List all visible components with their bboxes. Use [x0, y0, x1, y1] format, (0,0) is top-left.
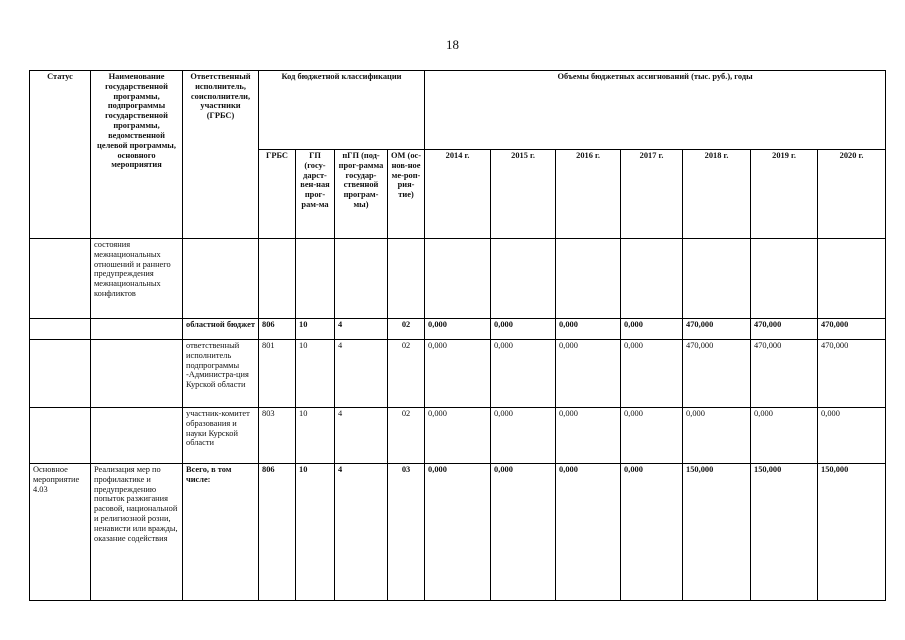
- cell-value: 470,000: [751, 340, 818, 408]
- col-header-om: ОМ (ос-нов-ное ме-роп-рия-тие): [388, 150, 425, 239]
- cell-value: 0,000: [621, 319, 683, 340]
- cell-value: 0,000: [425, 319, 491, 340]
- cell-value: 0,000: [425, 408, 491, 464]
- cell-responsible: [183, 239, 259, 319]
- table-row: [30, 319, 886, 340]
- col-header-status: Статус: [30, 71, 91, 239]
- col-header-code-group: Код бюджетной классификации: [259, 71, 425, 150]
- cell-value: 470,000: [751, 319, 818, 340]
- cell-value: [818, 239, 886, 319]
- cell-responsible: участник-комитет образования и науки Курской области: [183, 408, 259, 464]
- cell-name: Реализация мер по профилактике и предупреждению попыток разжигания расовой, национальной и религиозной розни, ненависти или вражды, оказание содействия: [91, 464, 183, 601]
- cell-om: 03: [388, 464, 425, 601]
- col-header-pgp: пГП (под-прог-рамма государ-ственной програм-мы): [335, 150, 388, 239]
- cell-status: [30, 319, 91, 340]
- cell-value: 0,000: [556, 408, 621, 464]
- cell-value: [621, 239, 683, 319]
- cell-om: 02: [388, 340, 425, 408]
- cell-responsible: ответственный исполнитель подпрограммы -Администра-ция Курской области: [183, 340, 259, 408]
- cell-pgp: 4: [335, 408, 388, 464]
- cell-gp: [296, 239, 335, 319]
- cell-value: 150,000: [751, 464, 818, 601]
- cell-value: 0,000: [621, 408, 683, 464]
- cell-pgp: 4: [335, 464, 388, 601]
- col-header-gp: ГП (госу-дарст-вен-ная прог-рам-ма: [296, 150, 335, 239]
- cell-gp: 10: [296, 319, 335, 340]
- col-header-volume-group: Объемы бюджетных ассигнований (тыс. руб.), годы: [425, 71, 886, 150]
- cell-value: [751, 239, 818, 319]
- cell-value: 0,000: [491, 464, 556, 601]
- cell-grbs: 806: [259, 319, 296, 340]
- col-header-year: 2017 г.: [621, 150, 683, 239]
- table-row: [30, 408, 886, 464]
- cell-value: 0,000: [491, 319, 556, 340]
- col-header-year: 2019 г.: [751, 150, 818, 239]
- cell-value: 470,000: [683, 340, 751, 408]
- cell-grbs: 801: [259, 340, 296, 408]
- cell-value: 0,000: [621, 464, 683, 601]
- cell-pgp: [335, 239, 388, 319]
- cell-value: 0,000: [556, 464, 621, 601]
- col-header-name: Наименование государственной программы, подпрограммы государственной программы, ведомственной целевой программы, основного мероприятия: [91, 71, 183, 239]
- col-header-year: 2018 г.: [683, 150, 751, 239]
- cell-value: 150,000: [818, 464, 886, 601]
- cell-responsible: Всего, в том числе:: [183, 464, 259, 601]
- table-row: [30, 464, 886, 601]
- col-header-grbs: ГРБС: [259, 150, 296, 239]
- cell-value: 470,000: [683, 319, 751, 340]
- cell-value: 0,000: [683, 408, 751, 464]
- cell-om: [388, 239, 425, 319]
- col-header-year: 2016 г.: [556, 150, 621, 239]
- cell-value: [556, 239, 621, 319]
- cell-value: 0,000: [425, 464, 491, 601]
- cell-om: 02: [388, 319, 425, 340]
- cell-value: 0,000: [491, 340, 556, 408]
- cell-name: [91, 408, 183, 464]
- cell-value: 0,000: [425, 340, 491, 408]
- cell-value: 0,000: [491, 408, 556, 464]
- cell-value: 0,000: [751, 408, 818, 464]
- cell-value: 0,000: [556, 340, 621, 408]
- cell-status: [30, 408, 91, 464]
- cell-grbs: [259, 239, 296, 319]
- cell-value: [491, 239, 556, 319]
- cell-status: Основное мероприятие 4.03: [30, 464, 91, 601]
- cell-gp: 10: [296, 464, 335, 601]
- cell-name: [91, 319, 183, 340]
- header-row-top: [30, 71, 886, 150]
- cell-om: 02: [388, 408, 425, 464]
- cell-value: 470,000: [818, 340, 886, 408]
- cell-responsible: областной бюджет: [183, 319, 259, 340]
- cell-status: [30, 340, 91, 408]
- cell-pgp: 4: [335, 340, 388, 408]
- cell-pgp: 4: [335, 319, 388, 340]
- cell-value: 0,000: [818, 408, 886, 464]
- cell-value: 150,000: [683, 464, 751, 601]
- cell-value: 470,000: [818, 319, 886, 340]
- col-header-year: 2020 г.: [818, 150, 886, 239]
- cell-name: состояния межнациональных отношений и раннего предупреждения межнациональных конфликтов: [91, 239, 183, 319]
- cell-value: [683, 239, 751, 319]
- page-number: 18: [446, 37, 459, 52]
- table-row: [30, 239, 886, 319]
- cell-grbs: 803: [259, 408, 296, 464]
- cell-value: 0,000: [556, 319, 621, 340]
- cell-grbs: 806: [259, 464, 296, 601]
- cell-name: [91, 340, 183, 408]
- cell-value: 0,000: [621, 340, 683, 408]
- col-header-responsible: Ответственный исполнитель, соисполнители, участники (ГРБС): [183, 71, 259, 239]
- budget-table: [29, 70, 886, 601]
- cell-value: [425, 239, 491, 319]
- cell-gp: 10: [296, 340, 335, 408]
- cell-status: [30, 239, 91, 319]
- cell-gp: 10: [296, 408, 335, 464]
- col-header-year: 2015 г.: [491, 150, 556, 239]
- table-row: [30, 340, 886, 408]
- col-header-year: 2014 г.: [425, 150, 491, 239]
